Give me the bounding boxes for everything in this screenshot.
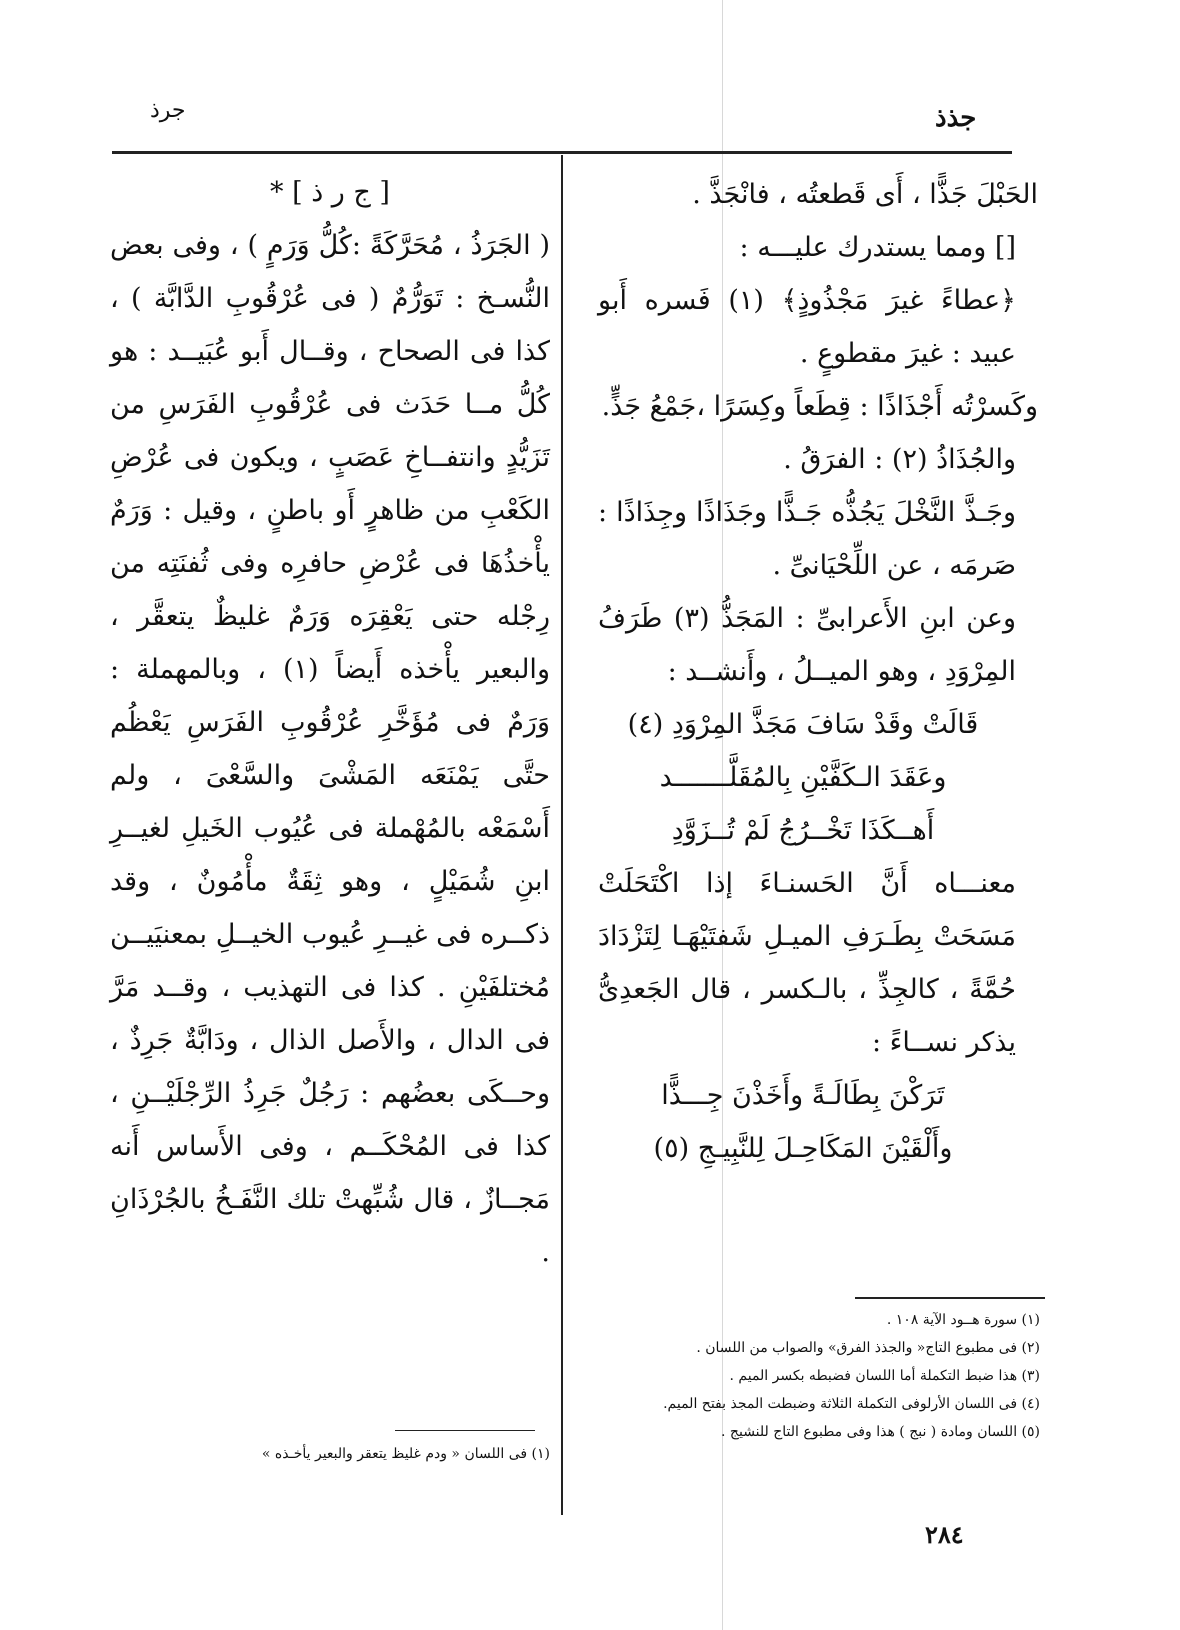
footnote: (٤) فى اللسان الأرلوفى التكملة الثلاثة وضبطت المجذ بفتح الميم.	[663, 1396, 1040, 1412]
footnotes-right	[600, 1306, 1040, 1446]
running-head-right: جذذ	[935, 103, 977, 133]
paragraph: ( الجَرَذُ ، مُحَرَّكَةً :كُلُّ وَرَمٍ ) ، وفى بعض النُّسـخ : تَوَرُّمٌ ( فى عُرْقُوبِ الدَّابَّة ) ، كذا فى الصحاح ، وقــال أَبو عُبَيــد : هو كُلُّ مــا حَدَث فى عُرْقُوبِ الفَرَسِ من تَزَيُّدٍ وانتفــاخِ عَصَبٍ ، ويكون فى عُرْضِ الكَعْبِ من ظاهرٍ أَو باطنٍ ، وقيل : وَرَمٌ يأْخذُهَا فى عُرْضِ حافرِه وفى ثُفنَتِه من رِجْله حتى يَعْقِرَه وَرَمٌ غليظٌ يتعقَّر ، والبعير يأْخذه أَيضاً (١) ، وبالمهملة : وَرَمٌ فى مُؤَخَّرِ عُرْقُوبِ الفَرَسِ يَعْظُم حتَّى يَمْنَعَه المَشْىَ والسَّعْىَ ، ولم أَسْمَعْه بالمُهْملة فى عُيُوب الخَيلِ لغيــرِ ابنِ شُمَيْلٍ ، وهو ثِقَةٌ مأْمُونٌ ، وقد ذكــره فى غيــرِ عُيوب الخيــلِ بمعنيَيــن مُختلفَيْنِ . كذا فى التهذيب ، وقــد مَرَّ فى الدال ، والأَصل الذال ، ودَابَّةٌ جَرِذٌ ، وحــكَى بعضُهم : رَجُلٌ جَرِذُ الرِّجْلَيْــنِ ، كذا فى المُحْكَــم ، وفى الأَساس أَنه مَجــازٌ ، قال شُبِّهتْ تلك النَّفَـخُ بالجُرْذَانِ .	[110, 230, 550, 1268]
paragraph: والجُذَاذُ (٢) : الفرَقُ .	[783, 444, 1016, 475]
paragraph: وجَـذَّ النَّخْلَ يَجُذُّه جَـذًّا وجَذَاذًا وجِذَاذًا : صَرمَه ، عن اللِّحْيَانىِّ .	[598, 497, 1016, 581]
poem-line: قَالَتْ وقَدْ سَافَ مَجَذَّ المِرْوَدِ (٤)	[627, 709, 979, 740]
footnote-rule	[855, 1297, 1045, 1299]
footnote: (٣) هذا ضبط التكملة أما اللسان فضبطه بكسر الميم .	[729, 1368, 1040, 1384]
footnotes-left	[110, 1440, 550, 1468]
poem-line: وأَلْقَيْنَ المَكَاحِـلَ لِلنَّبِيـجِ (٥)	[653, 1133, 953, 1164]
poem-line: أَهــكَذَا تَخْــرُجُ لَمْ تُــزَوَّدِ	[671, 815, 935, 846]
paragraph: ﴿عطاءً غيرَ مَجْذُوذٍ﴾ (١) فَسره أَبو عبيد : غيرَ مقطوعٍ .	[598, 285, 1016, 369]
running-head-left: جرذ	[150, 98, 186, 123]
right-column	[598, 168, 1038, 1175]
footnote: (٢) فى مطبوع التاج« والجذذ الفرق» والصواب من اللسان .	[696, 1340, 1040, 1356]
paragraph: الحَبْلَ جَذًّا ، أَى قَطعتُه ، فانْجَذَّ .	[692, 179, 1038, 210]
left-column	[110, 166, 550, 1279]
paragraph: وكَسرْتُه أَجْذَاذًا : قِطَعاً وكِسَرًا ،جَمْعُ جَذٍّ.	[601, 391, 1038, 422]
column-divider	[561, 155, 563, 1515]
footnote-rule	[395, 1430, 535, 1431]
poem-line: وعَقَدَ الـكَفَّيْنِ بِالمُقَلَّـــــــد	[659, 762, 947, 793]
header-rule	[112, 151, 1012, 154]
paragraph: وعن ابنِ الأَعرابىِّ : المَجَذُّ (٣) طَرَفُ المِرْوَدِ ، وهو الميــلُ ، وأَنشــد :	[598, 603, 1016, 687]
poem-line: تَرَكْنَ بِطَالَـةً وأَخَذْنَ جِـــذًّا	[661, 1080, 945, 1111]
footnote: (٥) اللسان ومادة ( نبج ) هذا وفى مطبوع التاج للنشيج .	[721, 1424, 1040, 1440]
page-number: ٢٨٤	[925, 1520, 964, 1549]
footnote: (١) سورة هــود الآية ١٠٨ .	[886, 1312, 1040, 1328]
entry-heading: [ ج ر ذ ] *	[270, 177, 390, 208]
paragraph: معنـــاه أَنَّ الحَسنـاءَ إذا اكْتَحَلَتْ مَسَحَتْ بِطَـرَفِ الميـلِ شَفتَيْهَـا لِتَزْدَادَ حُمَّةً ، كالجِذِّ ، بالـكسر ، قال الجَعدِىُّ يذكر نســاءً :	[598, 868, 1016, 1058]
paragraph: [] ومما يستدرك عليـــه :	[739, 232, 1016, 263]
footnote: (١) فى اللسان « ودم غليظ يتعقر والبعير يأخـذه »	[261, 1446, 550, 1462]
